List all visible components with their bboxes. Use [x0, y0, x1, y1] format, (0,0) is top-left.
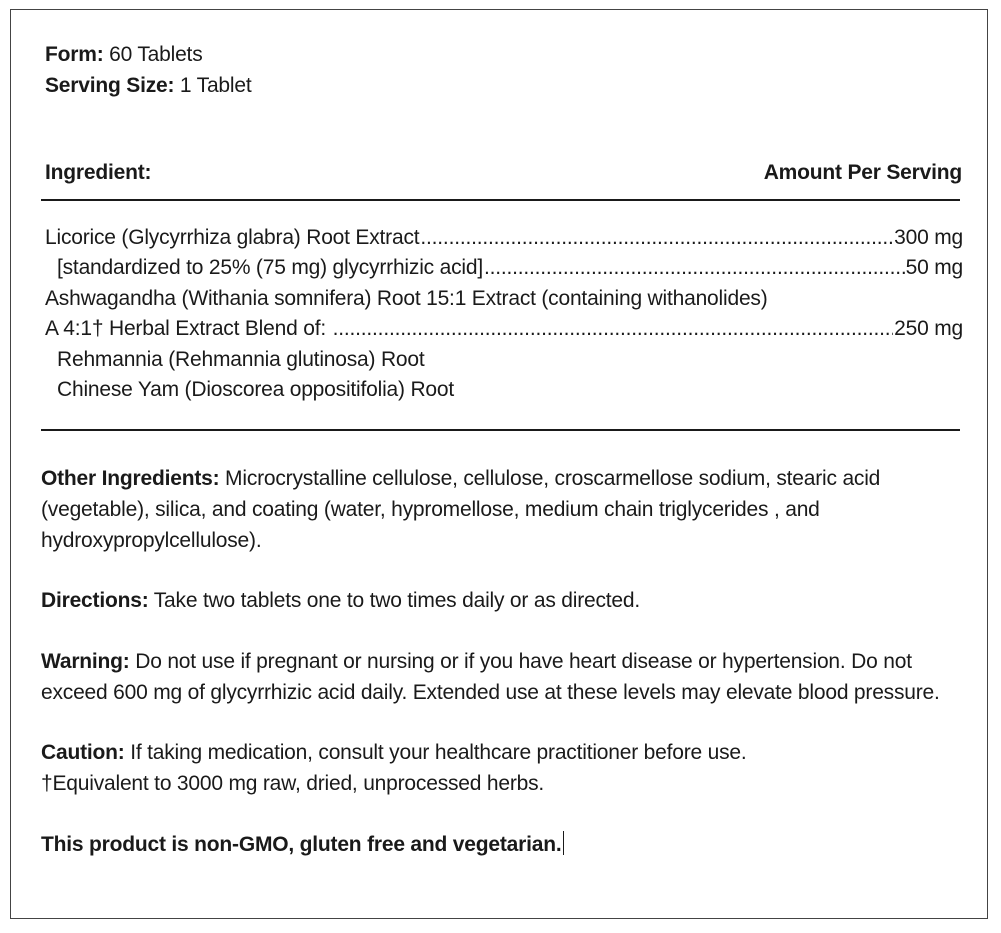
ingredient-name: A 4:1† Herbal Extract Blend of:	[45, 317, 332, 340]
ingredient-name: [standardized to 25% (75 mg) glycyrrhizic acid]	[57, 256, 483, 279]
ingredient-row	[45, 314, 963, 344]
serving-size-line	[45, 71, 252, 101]
dot-leader	[420, 223, 893, 253]
table-footer-rule	[41, 429, 960, 431]
ingredient-name: Licorice (Glycyrrhiza glabra) Root Extract	[45, 226, 420, 249]
warning-label: Warning:	[41, 650, 130, 673]
caution-label: Caution:	[41, 741, 125, 764]
ingredient-row	[45, 223, 963, 253]
ingredient-row	[57, 253, 963, 283]
ingredient-amount: 250 mg	[894, 317, 963, 340]
other-ingredients-label: Other Ingredients:	[41, 467, 220, 490]
ingredient-amount: 300 mg	[894, 226, 963, 249]
ingredient-amount: 50 mg	[905, 256, 963, 279]
product-claims-text: This product is non-GMO, gluten free and vegetarian.	[41, 833, 562, 856]
table-header-rule	[41, 199, 960, 201]
ingredient-name: Chinese Yam (Dioscorea oppositifolia) Root	[57, 378, 455, 401]
caution-paragraph	[41, 737, 941, 768]
ingredient-name: Ashwagandha (Withania somnifera) Root 15:1 Extract (containing withanolides)	[45, 287, 768, 310]
caution-text: If taking medication, consult your healthcare practitioner before use.	[124, 741, 747, 764]
serving-size-label: Serving Size:	[45, 74, 175, 97]
text-cursor	[563, 831, 564, 855]
directions-paragraph	[41, 585, 941, 616]
product-claims-statement	[41, 829, 941, 860]
other-ingredients-paragraph	[41, 463, 941, 556]
ingredient-name: Rehmannia (Rehmannia glutinosa) Root	[57, 348, 425, 371]
directions-label: Directions:	[41, 589, 149, 612]
dot-leader	[484, 253, 905, 283]
amount-column-header: Amount Per Serving	[763, 161, 962, 184]
ingredient-row	[57, 345, 425, 375]
ingredient-column-header: Ingredient:	[45, 161, 152, 184]
serving-size-value: 1 Tablet	[179, 74, 252, 97]
herb-equivalence-footnote: †Equivalent to 3000 mg raw, dried, unprocessed herbs.	[41, 772, 545, 795]
other-ingredients-text: Microcrystalline cellulose, cellulose, croscarmellose sodium, stearic acid (vegetable), silica, and coating (water, hypromellose, medium chain triglycerides , and hydroxypropylcellulose).	[41, 467, 881, 552]
warning-paragraph	[41, 646, 941, 708]
form-label: Form:	[45, 43, 104, 66]
form-line	[45, 40, 203, 70]
directions-text: Take two tablets one to two times daily or as directed.	[148, 589, 640, 612]
ingredient-row	[45, 284, 768, 314]
ingredient-row	[57, 375, 454, 405]
dot-leader	[333, 314, 894, 344]
form-value: 60 Tablets	[109, 43, 203, 66]
warning-text: Do not use if pregnant or nursing or if you have heart disease or hypertension. Do not exceed 600 mg of glycyrrhizic acid daily. Extended use at these levels may elevate blood pressure.	[41, 650, 940, 704]
